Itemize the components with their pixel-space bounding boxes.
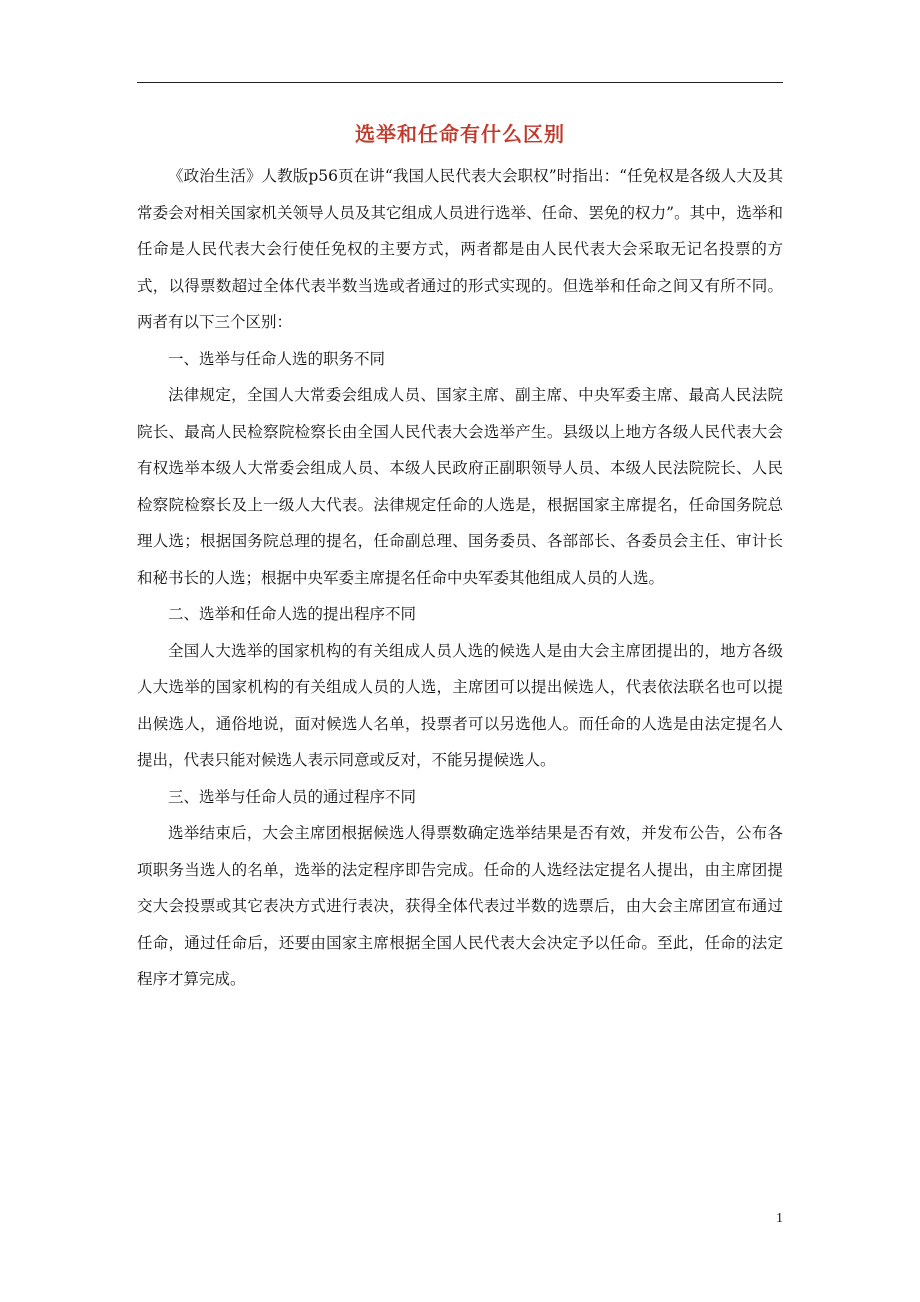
section-paragraph-1: 法律规定，全国人大常委会组成人员、国家主席、副主席、中央军委主席、最高人民法院院长、最高人民检察院检察长由全国人民代表大会选举产生。县级以上地方各级人民代表大会有权选举本级人大常委会组成人员、本级人民政府正副职领导人员、本级人民法院院长、人民检察院检察长及上一级人大代表。法律规定任命的人选是，根据国家主席提名，任命国务院总理人选；根据国务院总理的提名，任命副总理、国务委员、各部部长、各委员会主任、审计长和秘书长的人选；根据中央军委主席提名任命中央军委其他组成人员的人选。 — [137, 386, 783, 587]
section-paragraph-3: 选举结束后，大会主席团根据候选人得票数确定选举结果是否有效，并发布公告，公布各项职务当选人的名单，选举的法定程序即告完成。任命的人选经法定提名人提出，由主席团提交大会投票或其它表决方式进行表决，获得全体代表过半数的选票后，由大会主席团宣布通过任命，通过任命后，还要由国家主席根据全国人民代表大会决定予以任命。至此，任命的法定程序才算完成。 — [137, 824, 783, 988]
page-number: 1 — [776, 1211, 783, 1226]
header-rule — [137, 82, 783, 83]
document-title: 选举和任命有什么区别 — [355, 122, 565, 146]
section-paragraph-2: 全国人大选举的国家机构的有关组成人员人选的候选人是由大会主席团提出的，地方各级人大选举的国家机构的有关组成人员的人选，主席团可以提出候选人，代表依法联名也可以提出候选人，通俗地说，面对候选人名单，投票者可以另选他人。而任命的人选是由法定提名人提出，代表只能对候选人表示同意或反对，不能另提候选人。 — [137, 641, 783, 769]
section-heading-3: 三、选举与任命人员的通过程序不同 — [168, 787, 417, 806]
document-body — [137, 158, 783, 998]
intro-paragraph: 《政治生活》人教版p56页在讲“我国人民代表大会职权”时指出：“任免权是各级人大及其常委会对相关国家机关领导人员及其它组成人员进行选举、任命、罢免的权力”。其中，选举和任命是人民代表大会行使任免权的主要方式，两者都是由人民代表大会采取无记名投票的方式，以得票数超过全体代表半数当选或者通过的形式实现的。但选举和任命之间又有所不同。两者有以下三个区别： — [137, 167, 783, 331]
section-heading-1: 一、选举与任命人选的职务不同 — [168, 349, 386, 368]
section-heading-2: 二、选举和任命人选的提出程序不同 — [168, 605, 417, 623]
